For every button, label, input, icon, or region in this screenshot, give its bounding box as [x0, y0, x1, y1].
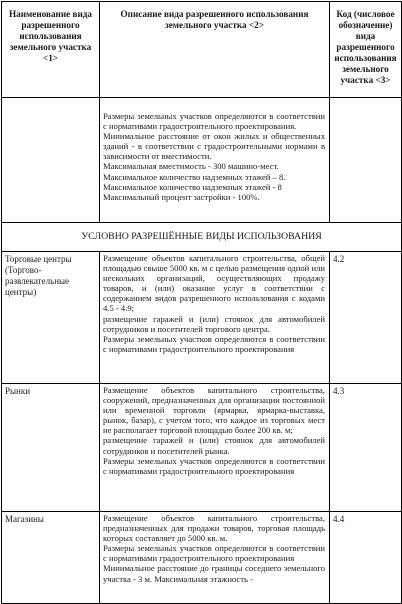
land-use-code: 4.3 — [330, 384, 402, 512]
land-use-table — [1, 1, 402, 604]
table-row — [2, 512, 402, 604]
table-row — [2, 384, 402, 512]
header-land-use-name: Наименование вида разрешенного использования земельного участка <1> — [2, 2, 100, 98]
description-paragraph: Максимальный процент застройки - 100%. — [103, 191, 260, 202]
land-use-description — [100, 512, 330, 604]
description-paragraph: размещение гаражей и (или) стоянок для автомобилей сотрудников и посетителей рынка. — [103, 435, 325, 456]
description-paragraph: Размещение объектов капитального строительства, предназначенных для продажи товаров, торговая площадь которых составляет до 5000 кв. м. — [103, 513, 325, 544]
description-paragraph: Размеры земельных участков определяются в соответствии с нормативами градостроительного проектирования — [103, 543, 325, 564]
land-use-name: Рынки — [2, 384, 100, 512]
description-paragraph: Максимальная вместимость - 300 машино-мест. — [103, 161, 279, 172]
description-paragraph: Размеры земельных участков определяются в соответствии с нормативами градостроительного проектирования — [103, 455, 325, 476]
description-paragraph: Размеры земельных участков определяются в соответствии с нормативами градостроительного проектирования — [103, 333, 325, 354]
description-paragraph: размещение гаражей и (или) стоянок для автомобилей сотрудников и посетителей торгового центра. — [103, 313, 325, 334]
header-land-use-code: Код (числовое обозначение) вида разрешенного использования земельного участка <3> — [330, 2, 402, 98]
continuation-name-cell — [2, 98, 100, 223]
land-use-code: 4.4 — [330, 512, 402, 604]
description-paragraph: Максимальное количество надземных этажей - 8 — [103, 181, 282, 192]
land-use-code: 4.2 — [330, 252, 402, 384]
description-paragraph: Размеры земельных участков определяются в соответствии с нормативами градостроительного проектирования. — [103, 111, 325, 132]
continuation-row — [2, 98, 402, 223]
continuation-description-cell — [100, 98, 330, 223]
description-paragraph: Размещение объектов капитального строительства, общей площадью свыше 5000 кв. м с целью размещения одной или нескольких организаций, осуществляющих продажу товаров, и (или) оказание услуг в соответствии с содержанием видов разрешенного использования с кодами 4.5 - 4.9; — [103, 253, 325, 314]
section-title: УСЛОВНО РАЗРЕШЁННЫЕ ВИДЫ ИСПОЛЬЗОВАНИЯ — [2, 223, 402, 252]
land-use-name: Магазины — [2, 512, 100, 604]
table-row — [2, 252, 402, 384]
land-use-description — [100, 252, 330, 384]
section-row — [2, 223, 402, 252]
header-land-use-description: Описание вида разрешенного использования земельного участка <2> — [100, 2, 330, 98]
description-paragraph: Минимальное расстояние от окон жилых и общественных зданий - в соответствии с градостроительными нормами в зависимости от вместимости. — [103, 131, 325, 162]
land-use-name: Торговые центры (Торгово-развлекательные центры) — [2, 252, 100, 384]
header-row — [2, 2, 402, 98]
land-use-description — [100, 384, 330, 512]
description-paragraph: Минимальное расстояние до границы соседнего земельного участка - 3 м. Максимальная этажность - — [103, 563, 325, 584]
continuation-code-cell — [330, 98, 402, 223]
description-paragraph: Размещение объектов капитального строительства, сооружений, предназначенных для организации постоянной или временной торговли (ярмарка, ярмарка-выставка, рынок, базар), с учетом того, что каждое из торговых мест не располагает торговой площадью более 200 кв. м; — [103, 385, 325, 436]
description-paragraph: Максимальное количество надземных этажей – 8. — [103, 171, 286, 182]
